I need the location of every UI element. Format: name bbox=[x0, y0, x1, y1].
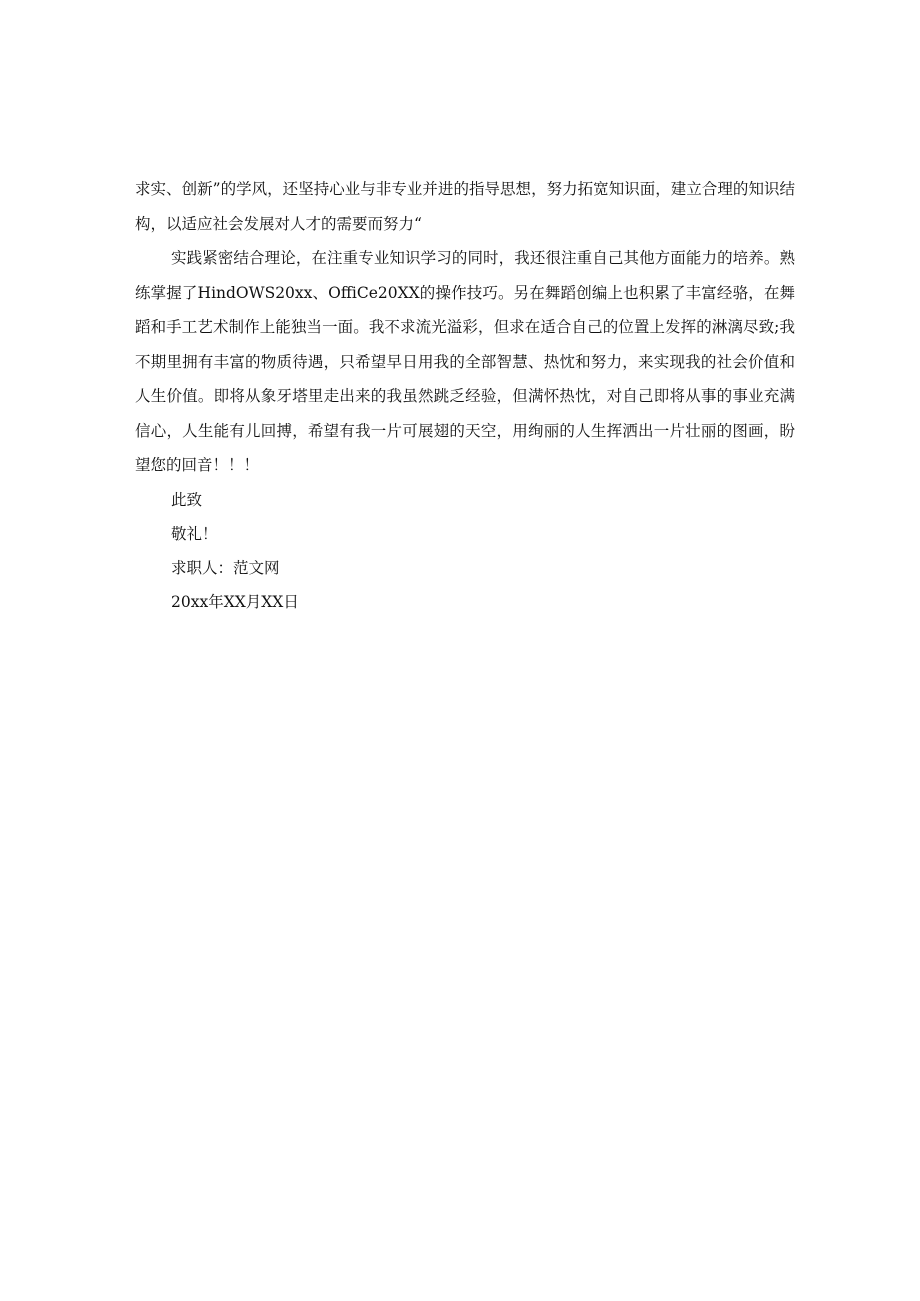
paragraph-2: 实践紧密结合理论，在注重专业知识学习的同时，我还很注重自己其他方面能力的培养。熟练掌握了HindOWS20xx、OffiCe20XX的操作技巧。另在舞蹈创编上也积累了丰富经骆，在舞蹈和手工艺术制作上能独当一面。我不求流光溢彩，但求在适合自己的位置上发挥的淋漓尽致;我不期里拥有丰富的物质待遇，只希望早日用我的全部智慧、热忱和努力，来实现我的社会价值和人生价值。即将从象牙塔里走出来的我虽然跳乏经验，但满怀热忱，对自己即将从事的事业充满信心，人生能有儿回搏，希望有我一片可展翅的天空，用绚丽的人生挥洒出一片壮丽的图画，盼望您的回音！！！ bbox=[135, 249, 795, 474]
closing-salutation: 此致 bbox=[171, 490, 203, 509]
signature: 求职人：范文网 bbox=[171, 558, 280, 577]
paragraph-1: 求实、创新”的学风，还坚持心业与非专业并进的指导思想，努力拓宽知识面，建立合理的知识结构，以适应社会发展对人才的需要而努力“ bbox=[135, 180, 795, 233]
date: 20xx年XX月XX日 bbox=[171, 592, 299, 611]
document-body bbox=[135, 172, 795, 619]
closing-regards: 敬礼！ bbox=[171, 524, 218, 543]
